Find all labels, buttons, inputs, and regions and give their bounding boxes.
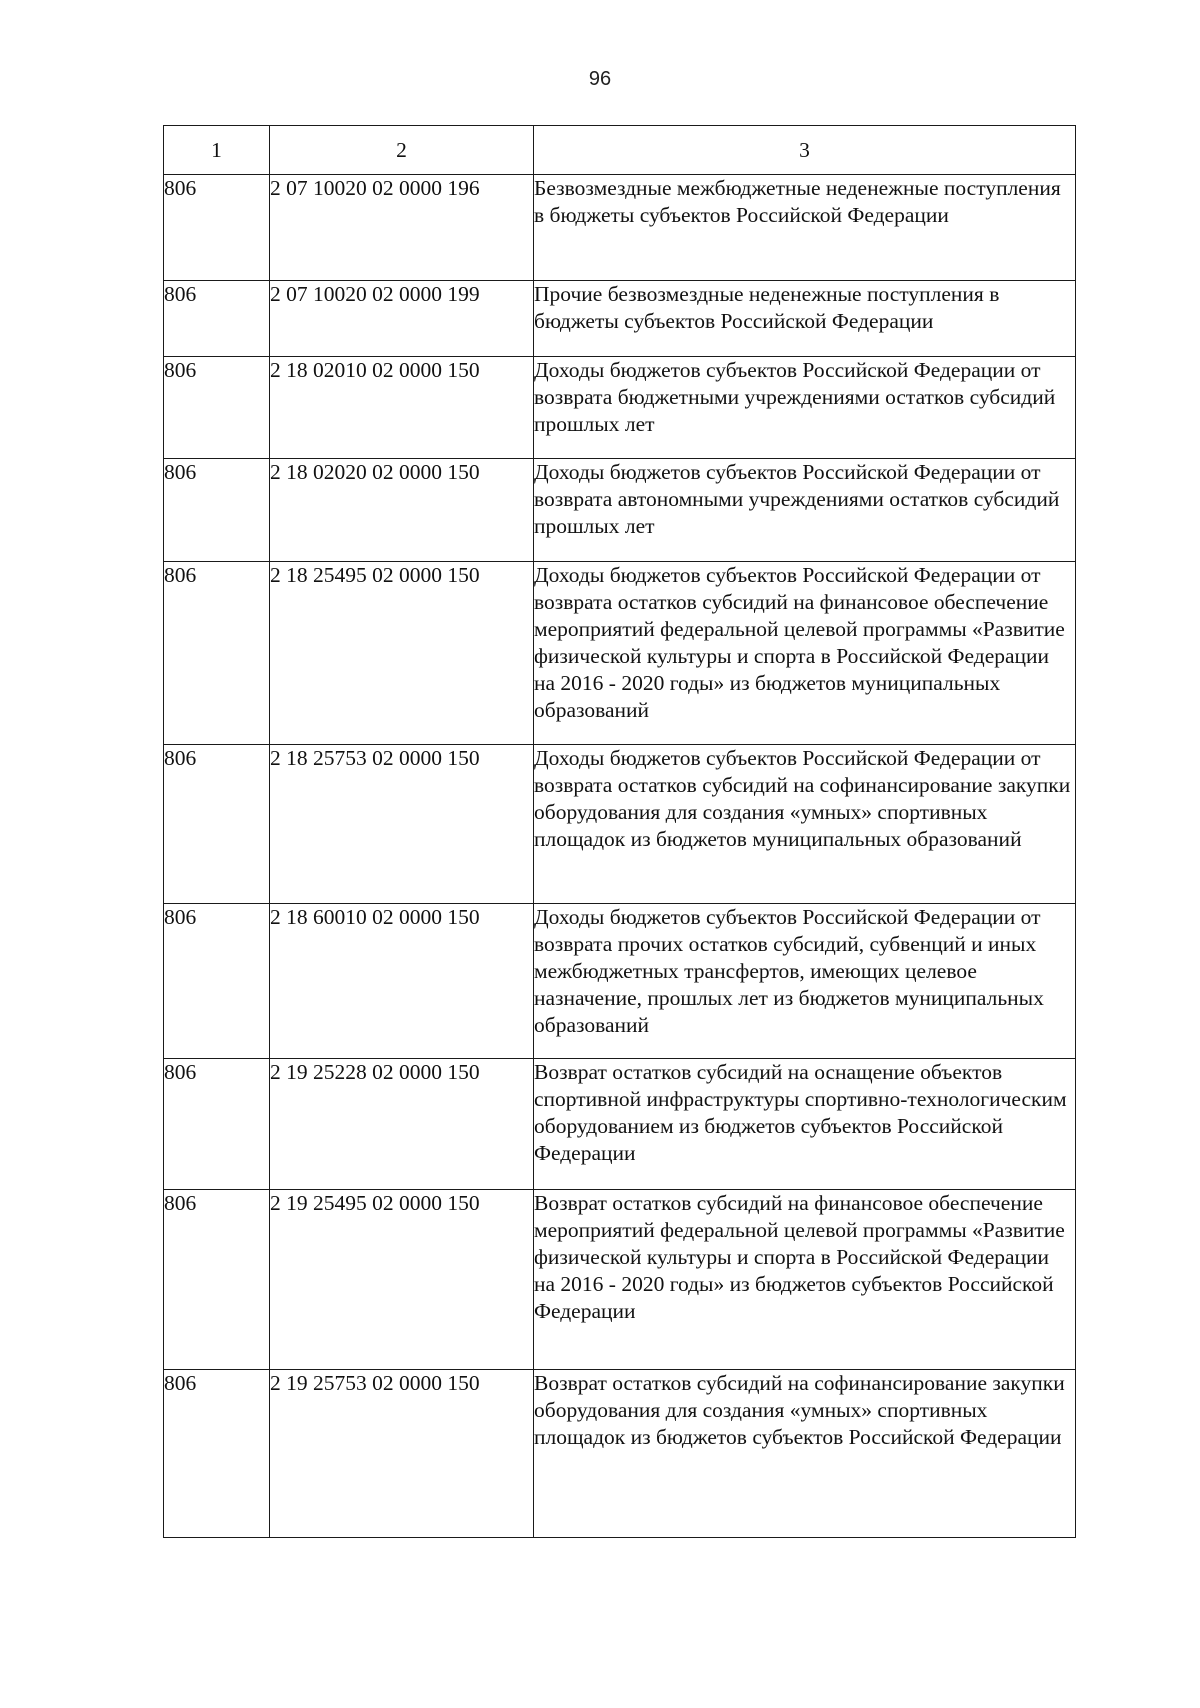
table-row [164, 281, 1076, 357]
table-row [164, 1059, 1076, 1190]
admin-code-cell: 806 [164, 1190, 270, 1370]
table-row [164, 459, 1076, 562]
admin-code-cell: 806 [164, 745, 270, 904]
revenue-code-cell: 2 07 10020 02 0000 196 [270, 175, 534, 281]
revenue-name-cell: Прочие безвозмездные неденежные поступления в бюджеты субъектов Российской Федерации [534, 281, 1076, 357]
revenue-code-cell: 2 18 25495 02 0000 150 [270, 562, 534, 745]
revenue-code-cell: 2 18 02020 02 0000 150 [270, 459, 534, 562]
revenue-codes-table [163, 125, 1076, 1538]
revenue-name-cell: Доходы бюджетов субъектов Российской Федерации от возврата остатков субсидий на софинансирование закупки оборудования для создания «умных» спортивных площадок из бюджетов муниципальных образований [534, 745, 1076, 904]
revenue-code-cell: 2 19 25495 02 0000 150 [270, 1190, 534, 1370]
revenue-name-cell: Доходы бюджетов субъектов Российской Федерации от возврата бюджетными учреждениями остатков субсидий прошлых лет [534, 357, 1076, 459]
admin-code-cell: 806 [164, 459, 270, 562]
table-row [164, 562, 1076, 745]
revenue-name-cell: Доходы бюджетов субъектов Российской Федерации от возврата остатков субсидий на финансовое обеспечение мероприятий федеральной целевой программы «Развитие физической культуры и спорта в Российской Федерации на 2016 - 2020 годы» из бюджетов муниципальных образований [534, 562, 1076, 745]
revenue-code-cell: 2 18 02010 02 0000 150 [270, 357, 534, 459]
header-col-1: 1 [164, 126, 270, 175]
revenue-name-cell: Возврат остатков субсидий на софинансирование закупки оборудования для создания «умных» спортивных площадок из бюджетов субъектов Российской Федерации [534, 1370, 1076, 1538]
revenue-name-cell: Возврат остатков субсидий на финансовое обеспечение мероприятий федеральной целевой программы «Развитие физической культуры и спорта в Российской Федерации на 2016 - 2020 годы» из бюджетов субъектов Российской Федерации [534, 1190, 1076, 1370]
admin-code-cell: 806 [164, 357, 270, 459]
admin-code-cell: 806 [164, 1059, 270, 1190]
admin-code-cell: 806 [164, 281, 270, 357]
table-header-row [164, 126, 1076, 175]
page-number: 96 [588, 68, 612, 90]
revenue-code-cell: 2 18 60010 02 0000 150 [270, 904, 534, 1059]
admin-code-cell: 806 [164, 175, 270, 281]
table-row [164, 745, 1076, 904]
table-row [164, 1370, 1076, 1538]
header-col-3: 3 [534, 126, 1076, 175]
table-row [164, 175, 1076, 281]
table-row [164, 904, 1076, 1059]
table-row [164, 357, 1076, 459]
revenue-code-cell: 2 07 10020 02 0000 199 [270, 281, 534, 357]
admin-code-cell: 806 [164, 1370, 270, 1538]
table-row [164, 1190, 1076, 1370]
revenue-name-cell: Доходы бюджетов субъектов Российской Федерации от возврата прочих остатков субсидий, субвенций и иных межбюджетных трансфертов, имеющих целевое назначение, прошлых лет из бюджетов муниципальных образований [534, 904, 1076, 1059]
revenue-code-cell: 2 18 25753 02 0000 150 [270, 745, 534, 904]
revenue-name-cell: Безвозмездные межбюджетные неденежные поступления в бюджеты субъектов Российской Федерации [534, 175, 1076, 281]
revenue-name-cell: Возврат остатков субсидий на оснащение объектов спортивной инфраструктуры спортивно-технологическим оборудованием из бюджетов субъектов Российской Федерации [534, 1059, 1076, 1190]
revenue-code-cell: 2 19 25753 02 0000 150 [270, 1370, 534, 1538]
admin-code-cell: 806 [164, 562, 270, 745]
revenue-name-cell: Доходы бюджетов субъектов Российской Федерации от возврата автономными учреждениями остатков субсидий прошлых лет [534, 459, 1076, 562]
revenue-code-cell: 2 19 25228 02 0000 150 [270, 1059, 534, 1190]
admin-code-cell: 806 [164, 904, 270, 1059]
header-col-2: 2 [270, 126, 534, 175]
